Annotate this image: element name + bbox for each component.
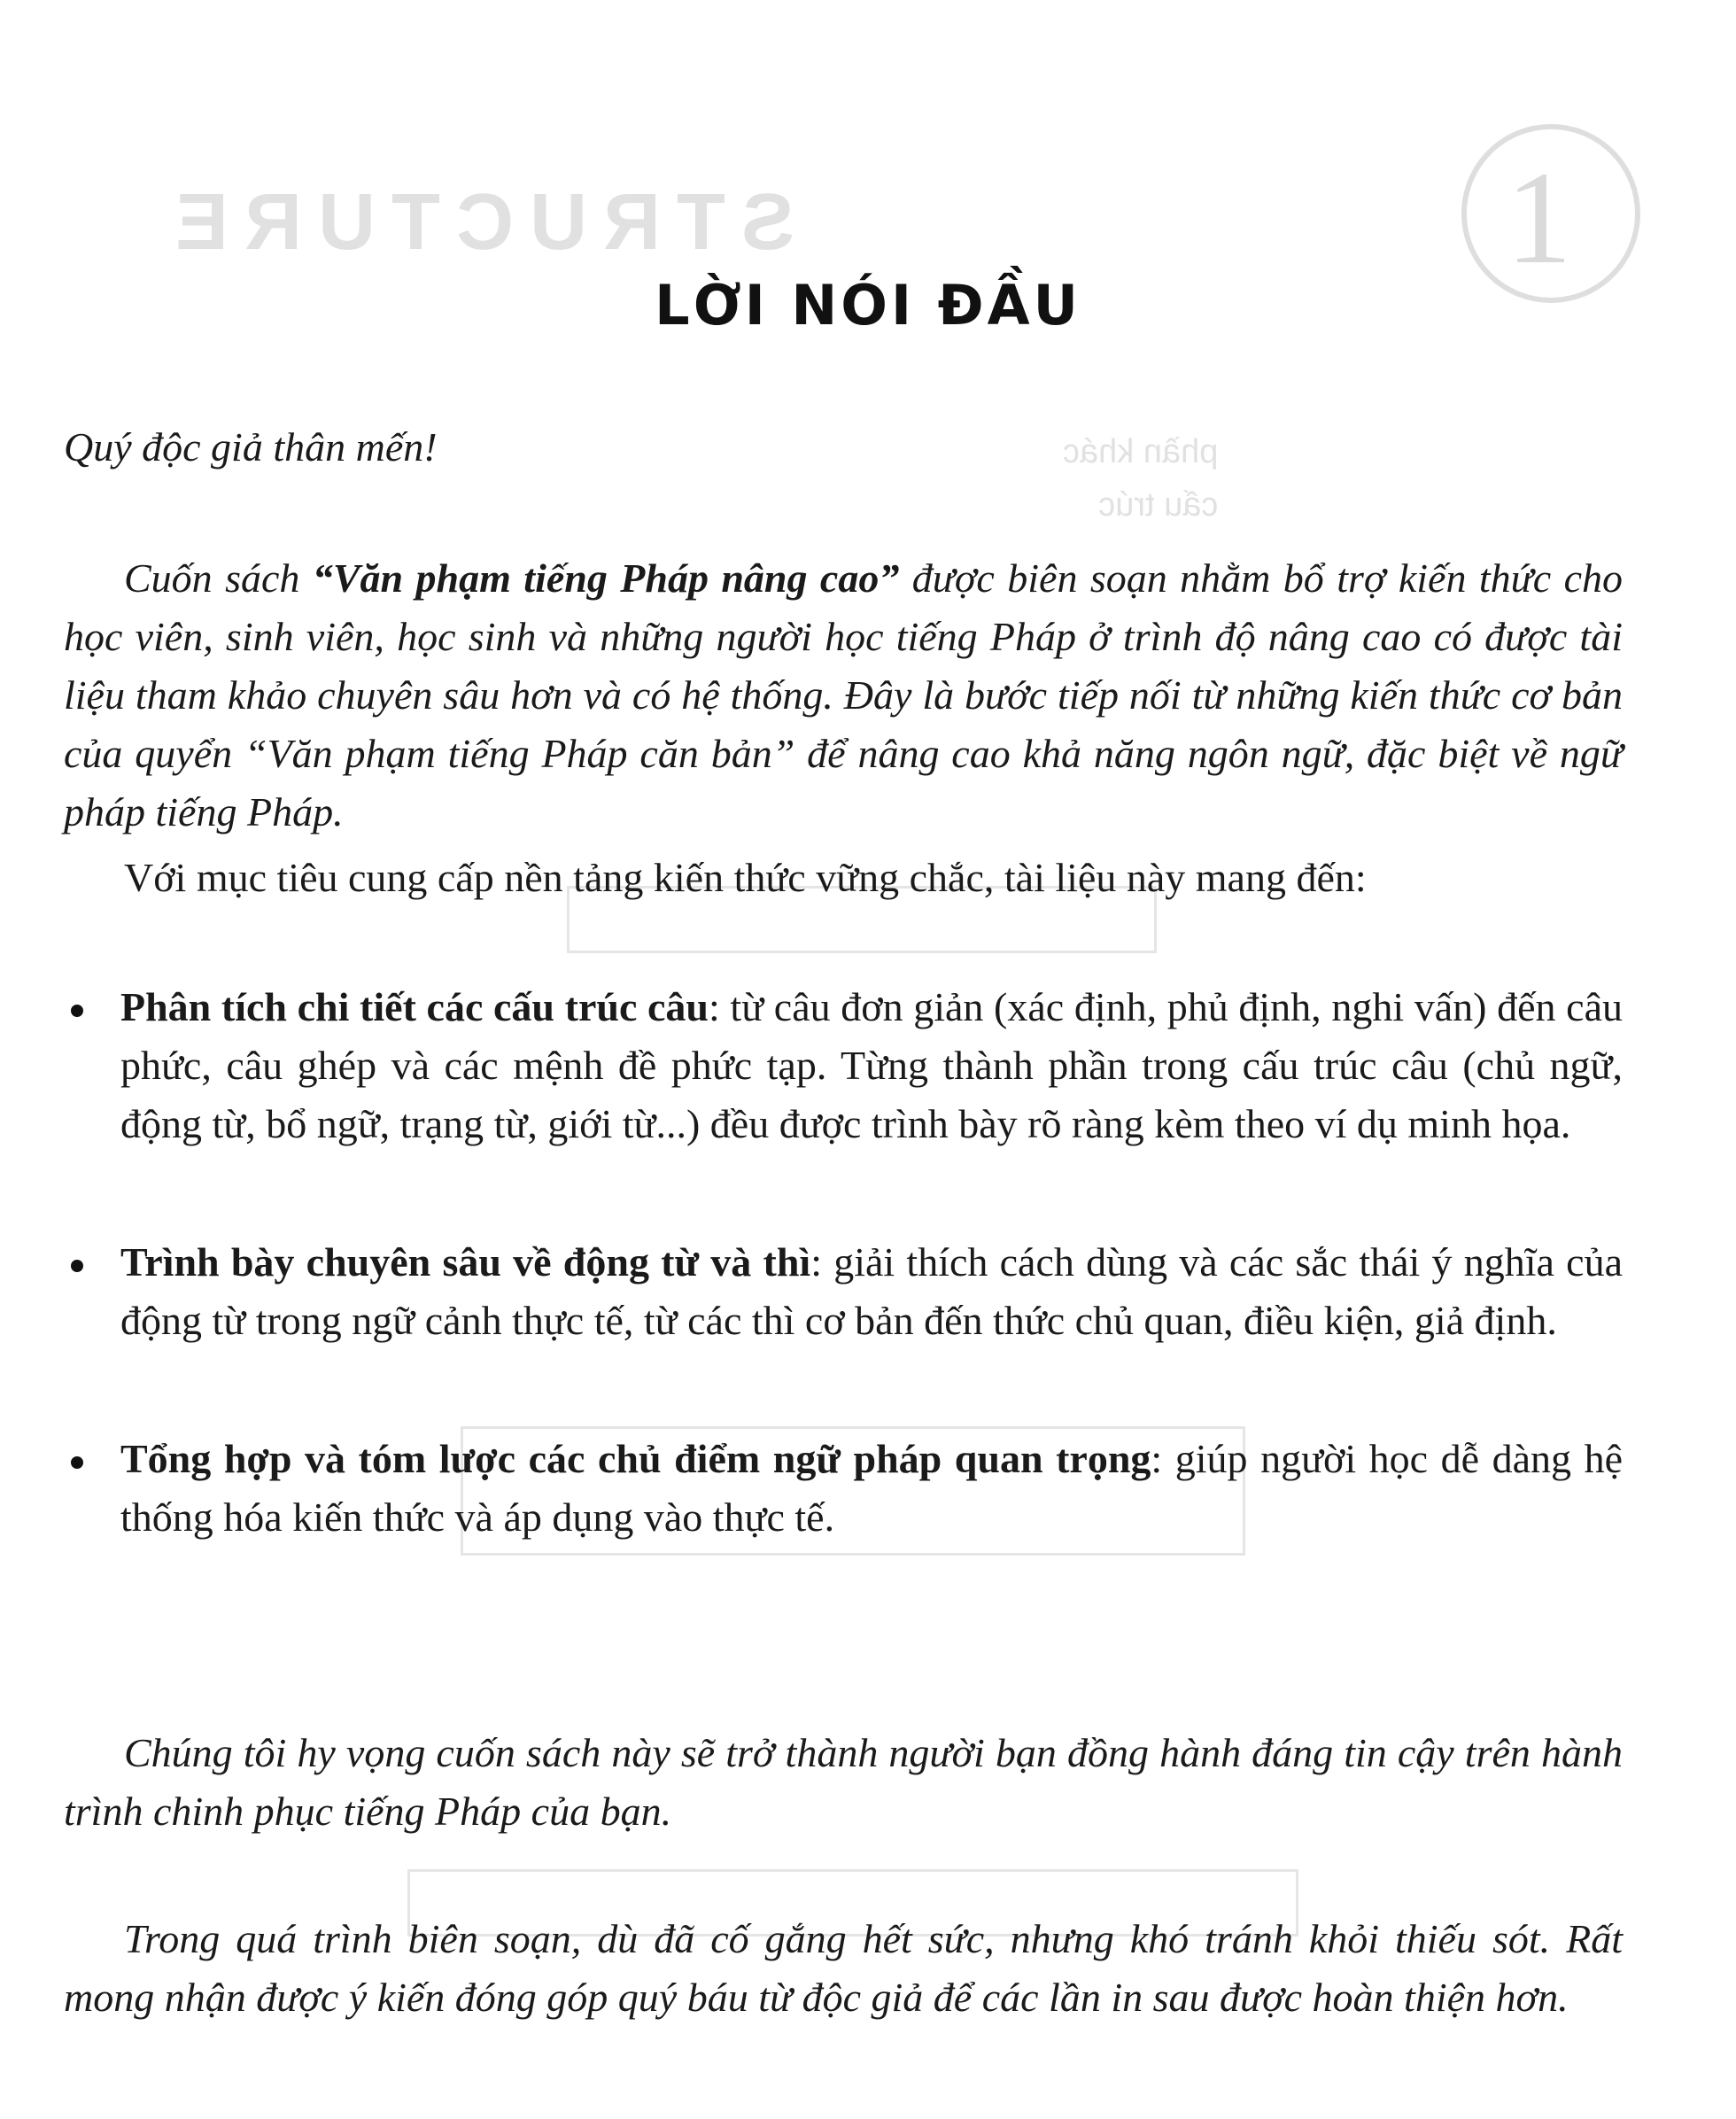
intro-paragraph	[64, 549, 1623, 842]
hope-paragraph: Chúng tôi hy vọng cuốn sách này sẽ trở thành người bạn đồng hành đáng tin cậy trên hành trình chinh phục tiếng Pháp của bạn.	[64, 1730, 1623, 1834]
intro-text-before: Cuốn sách	[124, 555, 313, 601]
bullet-icon	[71, 1005, 83, 1017]
list-item-text: : từ câu đơn giản (xác định, phủ định, nghi vấn) đến câu phức, câu ghép và các mệnh đề phức tạp. Từng thành phần trong cấu trúc câu (chủ ngữ, động từ, bổ ngữ, trạng từ, giới từ...) đều được trình bày rõ ràng kèm theo ví dụ minh họa.	[120, 984, 1624, 1146]
list-item-heading: Trình bày chuyên sâu về động từ và thì	[120, 1239, 811, 1285]
bleed-through-lines: phần khác cấu trúc	[1063, 433, 1219, 524]
closing-paragraph: Trong quá trình biên soạn, dù đã cố gắng hết sức, nhưng khó tránh khỏi thiếu sót. Rất mong nhận được ý kiến đóng góp quý báu từ độc giả để các lần in sau được hoàn thiện hơn.	[64, 1916, 1623, 2020]
intro-text-middle: được biên soạn nhằm bổ trợ kiến thức cho học viên, sinh viên, học sinh và những người học tiếng Pháp ở trình độ nâng cao có được tài liệu tham khảo chuyên sâu hơn và có hệ thống. Đây là bước tiếp nối từ những kiến thức cơ bản của quyển	[64, 555, 1623, 776]
lead-sentence: Với mục tiêu cung cấp nền tảng kiến thức vững chắc, tài liệu này mang đến:	[124, 855, 1367, 900]
greeting: Quý độc giả thân mến!	[64, 424, 438, 470]
list-item-text: : giúp người học dễ dàng hệ thống hóa kiến thức và áp dụng vào thực tế.	[120, 1436, 1623, 1540]
intro-text-after: để nâng cao khả năng ngôn ngữ, đặc biệt về ngữ pháp tiếng Pháp.	[64, 731, 1623, 834]
bleed-through-heading: STRUCTURE	[159, 178, 794, 267]
feature-list	[64, 978, 1623, 1547]
bullet-icon	[71, 1260, 83, 1272]
list-item-text: : giải thích cách dùng và các sắc thái ý nghĩa của động từ trong ngữ cảnh thực tế, từ các thì cơ bản đến thức chủ quan, điều kiện, giả định.	[120, 1239, 1624, 1343]
list-item-heading: Tổng hợp và tóm lược các chủ điểm ngữ pháp quan trọng	[120, 1436, 1151, 1481]
list-item	[64, 1430, 1623, 1547]
list-item	[64, 978, 1623, 1153]
list-item-heading: Phân tích chi tiết các cấu trúc câu	[120, 984, 709, 1029]
list-item	[64, 1233, 1623, 1350]
bleed-through-numeral: 1	[1506, 144, 1572, 291]
bullet-icon	[71, 1456, 83, 1469]
book-title: “Văn phạm tiếng Pháp nâng cao”	[312, 555, 900, 601]
reference-book-title: “Văn phạm tiếng Pháp căn bản”	[244, 731, 795, 776]
page-title: LỜI NÓI ĐẦU	[655, 273, 1081, 338]
